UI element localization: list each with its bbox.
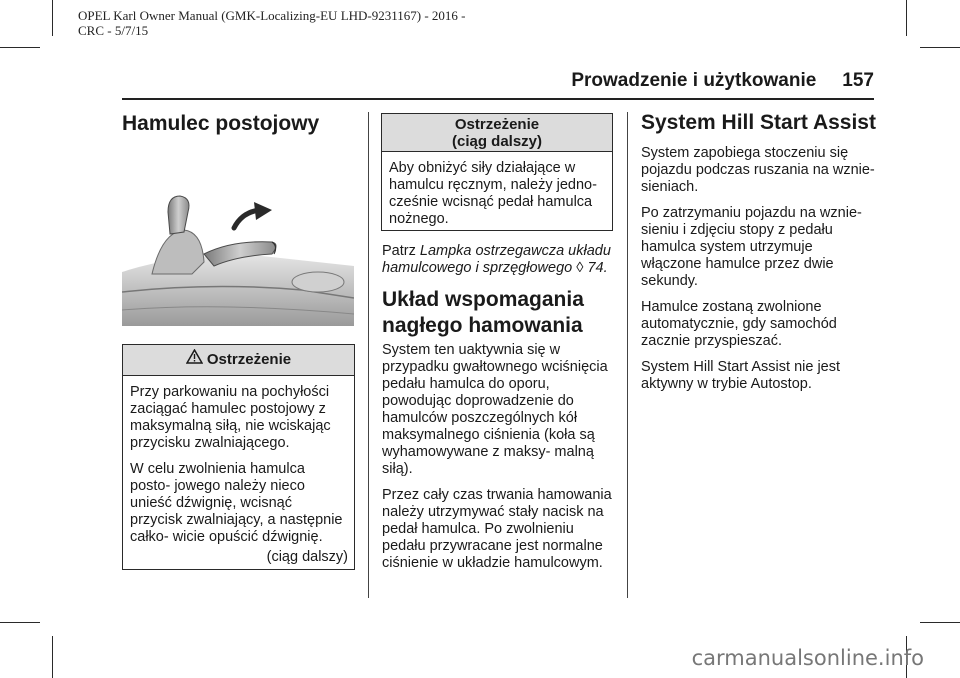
watermark: carmanualsonline.info [691,646,924,670]
paragraph: System Hill Start Assist nie jest aktywny w trybie Autostop. [641,359,841,392]
page-number: 157 [842,70,874,91]
warning-title: Ostrzeżenie [206,351,292,368]
paragraph: Przez cały czas trwania hamowania należy utrzymywać stały nacisk na pedał hamulca. Po zwolnieniu pedału przywracane jest normalne ciśnienie w układzie hamulcowym. [382,487,612,571]
crop-mark [0,47,40,48]
paragraph: System ten uaktywnia się w przypadku gwałtownego wciśnięcia pedału hamulca do oporu, powodując doprowadzenie do hamulców poszczególnych kół maksymalnego ciśnienia (koła są wyhamowywane z maksy- malną siłą). [382,342,608,477]
section-title-brake-assist [382,287,622,339]
column-divider [627,112,628,598]
header-rule [122,98,874,100]
section-title-line: Układ wspomagania [382,288,584,311]
warning-paragraph: W celu zwolnienia hamulca posto- jowego należy nieco unieść dźwignię, wcisnąć przycisk zwalniający, a następnie całko- wicie opuścić dźwignię. [130,461,343,545]
warning-paragraph: Przy parkowaniu na pochyłości zaciągać hamulec postojowy z maksymalną siłą, nie wciskając przycisku zwalniającego. [130,384,331,451]
warning-box [122,344,355,570]
header-line-1: OPEL Karl Owner Manual (GMK-Localizing-EU LHD-9231167) - 2016 - [78,8,466,23]
brake-assist-text [382,342,617,581]
warning-box-continued [381,113,613,231]
crop-mark [906,0,907,36]
paragraph: Hamulce zostaną zwolnione automatycznie, gdy samochód zacznie przyspieszać. [641,299,837,349]
column-divider [368,112,369,598]
warning-paragraph: Aby obniżyć siły działające w hamulcu ręcznym, należy jedno- cześnie wcisnąć pedał hamulca nożnego. [389,160,597,227]
crop-mark [920,622,960,623]
section-title-line: nagłego hamowania [382,314,583,337]
section-title-parking-brake: Hamulec postojowy [122,112,320,135]
warning-header [123,345,354,376]
cross-reference-link[interactable]: Lampka ostrzegawcza układu hamulcowego i sprzęgłowego [382,243,611,276]
hill-start-text [641,145,876,402]
continued-note: (ciąg dalszy) [266,549,348,565]
crop-mark [920,47,960,48]
parking-brake-lever-illustration [122,182,354,326]
section-title-hill-start: System Hill Start Assist [641,111,876,134]
cross-reference [382,243,617,286]
crop-mark [0,622,40,623]
cross-reference-page[interactable]: 74. [587,260,608,276]
document-header [78,8,466,38]
header-line-2: CRC - 5/7/15 [78,23,149,38]
warning-header [382,114,612,152]
warning-body [123,376,354,546]
warning-triangle-icon [186,345,203,375]
warning-title: Ostrzeżenie [454,116,540,133]
chapter-title: Prowadzenie i użytkowanie [571,70,817,91]
paragraph: System zapobiega stoczeniu się pojazdu podczas ruszania na wznie- sieniach. [641,145,875,195]
paragraph: Po zatrzymaniu pojazdu na wznie- sieniu i zdjęciu stopy z pedału hamulca system utrzymuje włączone hamulce przez dwie sekundy. [641,205,862,289]
crop-mark [52,0,53,36]
crop-mark [52,636,53,678]
warning-subtitle: (ciąg dalszy) [451,133,543,150]
page-reference-icon: ◊ [576,260,584,276]
running-head [571,70,874,92]
warning-body [382,152,612,228]
see-prefix: Patrz [382,243,416,259]
